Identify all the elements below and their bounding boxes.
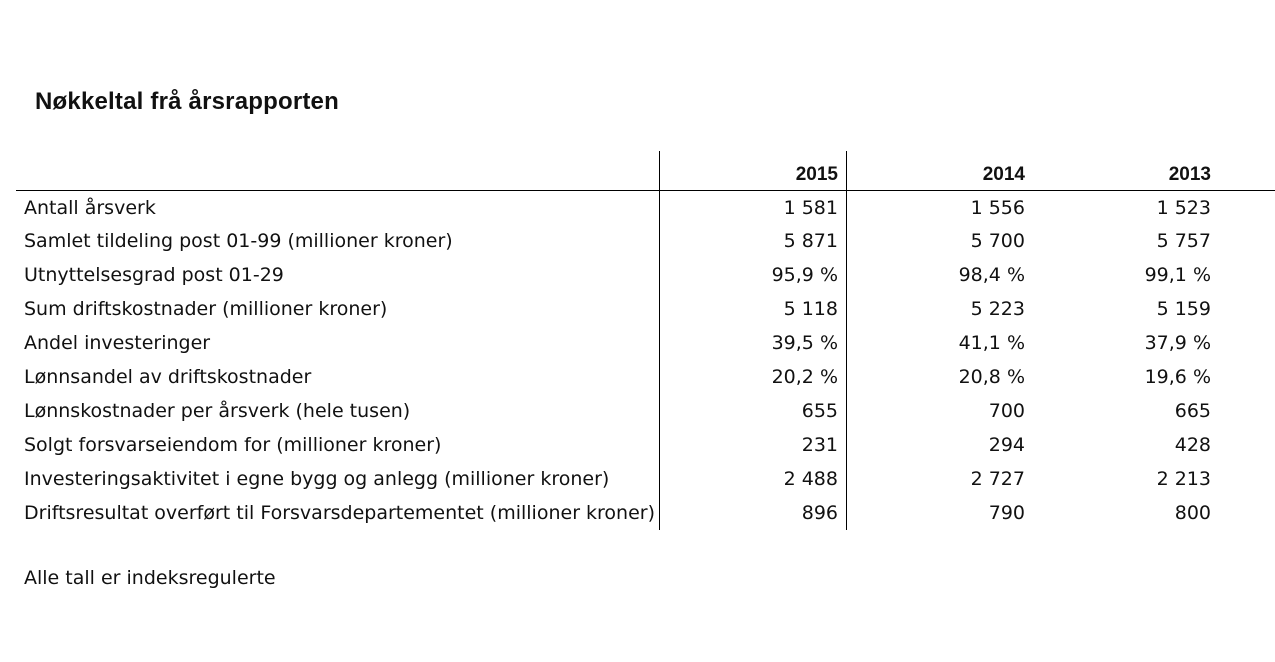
header-year-2015: 2015 xyxy=(660,151,847,191)
row-spacer xyxy=(1219,496,1275,530)
value-cell-2015: 39,5 % xyxy=(660,326,847,360)
footnote: Alle tall er indeksregulerte xyxy=(24,567,276,589)
value-cell-2014: 294 xyxy=(988,434,1025,456)
table-row xyxy=(16,496,1275,530)
value-cell-2013: 37,9 % xyxy=(1144,332,1211,354)
value-cell-2015: 655 xyxy=(660,394,847,428)
row-spacer xyxy=(1219,224,1275,258)
value-cell-2015: 5 118 xyxy=(660,292,847,326)
value-cell-2014: 700 xyxy=(988,400,1025,422)
table-row xyxy=(16,326,1275,360)
row-spacer xyxy=(1219,258,1275,292)
value-cell-2013: 5 757 xyxy=(1156,230,1211,252)
value-cell-2013: 99,1 % xyxy=(1144,264,1211,286)
value-cell-2014: 41,1 % xyxy=(958,332,1025,354)
value-cell-2014: 2 727 xyxy=(970,468,1025,490)
header-spacer xyxy=(1219,151,1275,191)
value-cell-2013: 1 523 xyxy=(1156,196,1211,219)
table-row xyxy=(16,360,1275,394)
table-row xyxy=(16,462,1275,496)
header-year-2014: 2014 xyxy=(982,164,1025,185)
table-row xyxy=(16,191,1275,225)
row-label: Solgt forsvarseiendom for (millioner kroner) xyxy=(16,428,660,462)
row-spacer xyxy=(1219,428,1275,462)
key-figures-table xyxy=(16,151,1275,530)
value-cell-2013: 5 159 xyxy=(1156,298,1211,320)
value-cell-2014: 98,4 % xyxy=(958,264,1025,286)
row-spacer xyxy=(1219,360,1275,394)
row-label: Antall årsverk xyxy=(16,191,660,225)
value-cell-2015: 95,9 % xyxy=(660,258,847,292)
row-label: Samlet tildeling post 01-99 (millioner kroner) xyxy=(16,224,660,258)
table-header-row xyxy=(16,151,1275,191)
row-spacer xyxy=(1219,292,1275,326)
value-cell-2015: 2 488 xyxy=(660,462,847,496)
header-year-2013: 2013 xyxy=(1168,164,1211,185)
value-cell-2013: 428 xyxy=(1174,434,1211,456)
header-label-cell xyxy=(16,151,660,191)
value-cell-2015: 20,2 % xyxy=(660,360,847,394)
row-spacer xyxy=(1219,191,1275,225)
value-cell-2014: 5 223 xyxy=(970,298,1025,320)
row-label: Lønnsandel av driftskostnader xyxy=(16,360,660,394)
value-cell-2015: 1 581 xyxy=(660,191,847,225)
table-row xyxy=(16,292,1275,326)
row-label: Utnyttelsesgrad post 01-29 xyxy=(16,258,660,292)
value-cell-2014: 20,8 % xyxy=(958,366,1025,388)
value-cell-2015: 231 xyxy=(660,428,847,462)
table-row xyxy=(16,258,1275,292)
row-label: Lønnskostnader per årsverk (hele tusen) xyxy=(16,394,660,428)
table-row xyxy=(16,394,1275,428)
row-label: Sum driftskostnader (millioner kroner) xyxy=(16,292,660,326)
row-label: Driftsresultat overført til Forsvarsdepartementet (millioner kroner) xyxy=(16,496,660,530)
value-cell-2013: 2 213 xyxy=(1156,468,1211,490)
row-spacer xyxy=(1219,462,1275,496)
page-title: Nøkkeltal frå årsrapporten xyxy=(35,88,339,115)
value-cell-2013: 19,6 % xyxy=(1144,366,1211,388)
value-cell-2014: 790 xyxy=(988,502,1025,524)
table-row xyxy=(16,224,1275,258)
table-row xyxy=(16,428,1275,462)
value-cell-2014: 5 700 xyxy=(970,230,1025,252)
value-cell-2015: 5 871 xyxy=(660,224,847,258)
value-cell-2015: 896 xyxy=(660,496,847,530)
row-spacer xyxy=(1219,394,1275,428)
row-spacer xyxy=(1219,326,1275,360)
row-label: Andel investeringer xyxy=(16,326,660,360)
value-cell-2014: 1 556 xyxy=(970,196,1025,219)
value-cell-2013: 665 xyxy=(1174,400,1211,422)
value-cell-2013: 800 xyxy=(1174,502,1211,524)
row-label: Investeringsaktivitet i egne bygg og anlegg (millioner kroner) xyxy=(16,462,660,496)
